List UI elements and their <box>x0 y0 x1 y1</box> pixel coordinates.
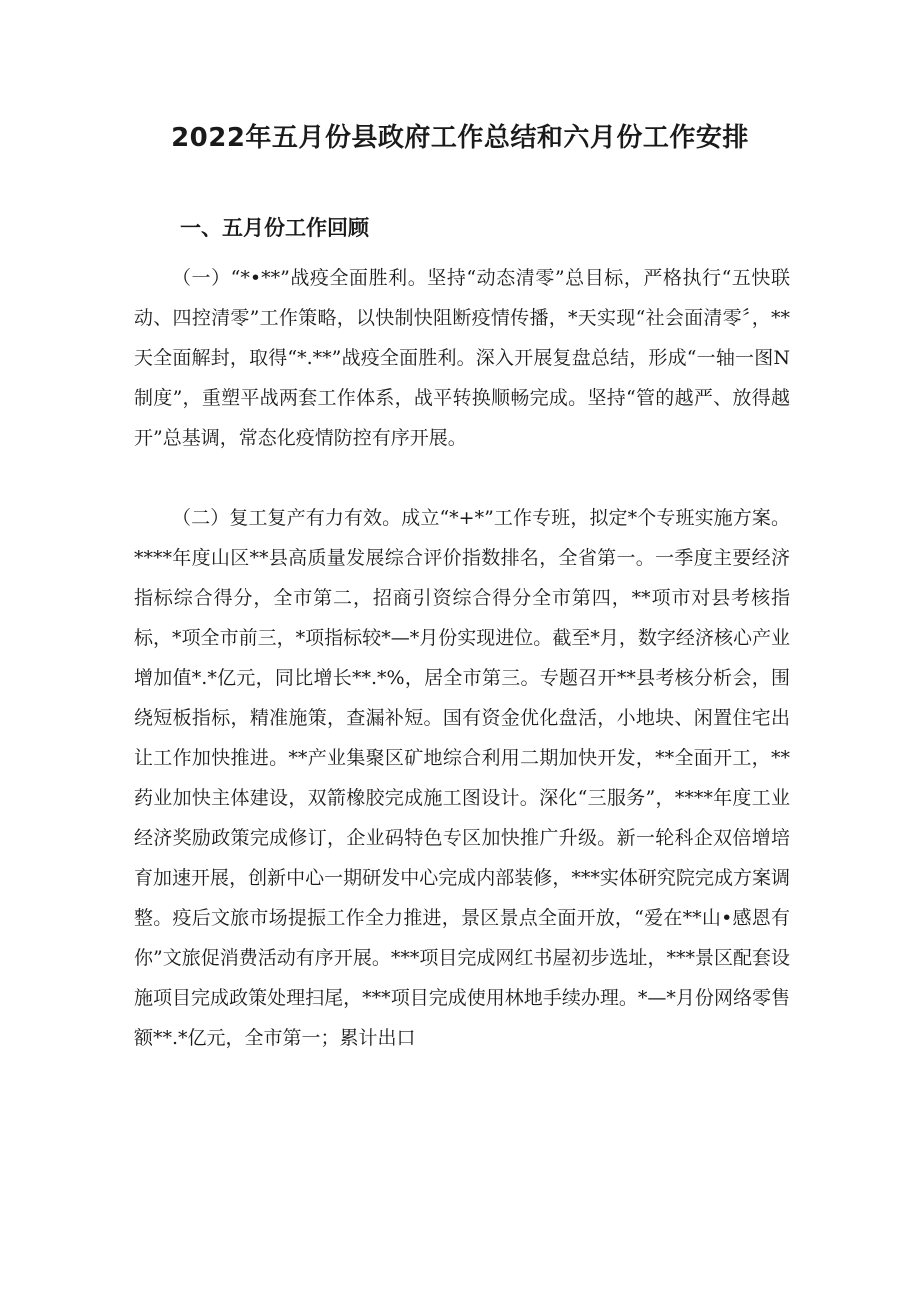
document-title: 2022年五月份县政府工作总结和六月份工作安排 <box>171 123 749 153</box>
paragraph: （一）“*•**”战疫全面胜利。坚持“动态清零”总目标，严格执行“五快联动、四控清零”工作策略，以快制快阻断疫情传播，*天实现“社会面清零〞，**天全面解封，取得“*.**”战疫全面胜利。深入开展复盘总结，形成“一轴一图N制度”，重塑平战两套工作体系，战平转换顺畅完成。坚持“管的越严、放得越开”总基调，常态化疫情防控有序开展。 <box>134 267 790 449</box>
section-heading: 一、五月份工作回顾 <box>180 216 369 240</box>
paragraph: （二）复工复产有力有效。成立“*+*”工作专班，拟定*个专班实施方案。****年度山区**县高质量发展综合评价指数排名，全省第一。一季度主要经济指标综合得分，全市第二，招商引资综合得分全市第四，**项市对县考核指标，*项全市前三，*项指标较*—*月份实现进位。截至*月，数字经济核心产业增加值*.*亿元，同比增长**.*%，居全市第三。专题召开**县考核分析会，围绕短板指标，精准施策，查漏补短。国有资金优化盘活，小地块、闲置住宅出让工作加快推进。**产业集聚区矿地综合利用二期加快开发，**全面开工，**药业加快主体建设，双箭橡胶完成施工图设计。深化“三服务”，****年度工业经济奖励政策完成修订，企业码特色专区加快推广升级。新一轮科企双倍增培育加速开展，创新中心一期研发中心完成内部装修，***实体研究院完成方案调整。疫后文旅市场提振工作全力推进，景区景点全面开放，“爱在**山•感恩有你”文旅促消费活动有序开展。***项目完成网红书屋初步选址，***景区配套设施项目完成政策处理扫尾，***项目完成使用林地手续办理。*—*月份网络零售额**.*亿元，全市第一；累计出口 <box>134 507 790 1049</box>
